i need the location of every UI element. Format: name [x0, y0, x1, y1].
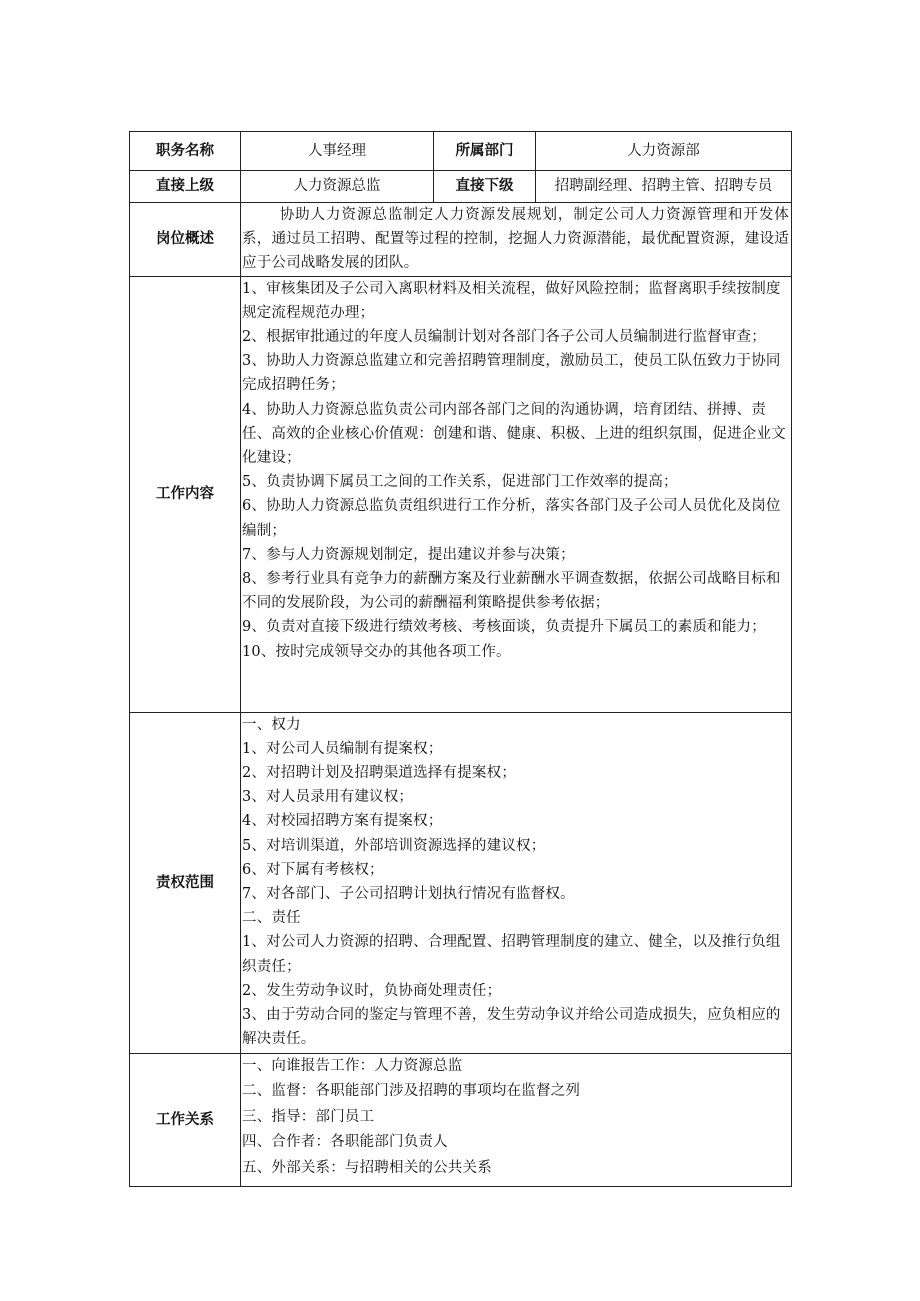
- overview-cell: [241, 203, 792, 277]
- authority-item: 1、对公司人员编制有提案权；: [242, 740, 443, 757]
- row-authority: [130, 712, 792, 1053]
- relation-item: 四、合作者：各职能部门负责人: [242, 1134, 448, 1151]
- authority-cell: [241, 712, 792, 1053]
- authority-label: 责权范围: [130, 712, 241, 1053]
- relation-item: 一、向谁报告工作：人力资源总监: [242, 1057, 463, 1074]
- row-duties: [130, 276, 792, 712]
- authority-item: 6、对下属有考核权；: [242, 861, 384, 878]
- relation-item: 二、监督：各职能部门涉及招聘的事项均在监督之列: [242, 1083, 581, 1100]
- row-superior-subordinate: [130, 171, 792, 203]
- dept-label: 所属部门: [434, 132, 536, 171]
- authority-item: 2、对招聘计划及招聘渠道选择有提案权；: [242, 765, 517, 782]
- relations-cell: [241, 1053, 792, 1186]
- job-description-table: [129, 131, 792, 1187]
- authority-item: 一、权力: [242, 716, 301, 733]
- duty-item: 7、参与人力资源规划制定，提出建议并参与决策；: [242, 546, 575, 563]
- relation-item: 三、指导：部门员工: [242, 1108, 375, 1125]
- authority-item: 3、对人员录用有建议权；: [242, 789, 414, 806]
- duty-item: 6、协助人力资源总监负责组织进行工作分析，落实各部门及子公司人员优化及岗位编制；: [242, 498, 781, 539]
- duty-item: 5、负责协调下属员工之间的工作关系，促进部门工作效率的提高；: [242, 474, 678, 491]
- duty-item: 8、参考行业具有竞争力的薪酬方案及行业薪酬水平调查数据，依据公司战略目标和不同的发展阶段，为公司的薪酬福利策略提供参考依据；: [242, 571, 781, 612]
- duty-item: 9、负责对直接下级进行绩效考核、考核面谈，负责提升下属员工的素质和能力；: [242, 619, 766, 636]
- duty-item: 10、按时完成领导交办的其他各项工作。: [242, 643, 511, 660]
- relations-label: 工作关系: [130, 1053, 241, 1186]
- row-overview: [130, 203, 792, 277]
- overview-label: 岗位概述: [130, 203, 241, 277]
- authority-item: 二、责任: [242, 910, 301, 927]
- overview-text: 协助人力资源总监制定人力资源发展规划，制定公司人力资源管理和开发体系，通过员工招聘、配置等过程的控制，挖掘人力资源潜能，最优配置资源，建设适应于公司战略发展的团队。: [242, 207, 789, 272]
- title-value: 人事经理: [241, 132, 434, 171]
- duty-item: 2、根据审批通过的年度人员编制计划对各部门各子公司人员编制进行监督审查；: [242, 329, 766, 346]
- subordinate-value: 招聘副经理、招聘主管、招聘专员: [536, 171, 792, 203]
- title-label: 职务名称: [130, 132, 241, 171]
- authority-item: 3、由于劳动合同的鉴定与管理不善，发生劳动争议并给公司造成损失，应负相应的解决责任。: [242, 1007, 781, 1048]
- authority-item: 2、发生劳动争议时，负协商处理责任；: [242, 982, 502, 999]
- superior-label: 直接上级: [130, 171, 241, 203]
- authority-item: 4、对校园招聘方案有提案权；: [242, 813, 443, 830]
- duties-label: 工作内容: [130, 276, 241, 712]
- duty-item: 4、协助人力资源总监负责公司内部各部门之间的沟通协调，培育团结、拼搏、责任、高效的企业核心价值观：创建和谐、健康、积极、上进的组织氛围，促进企业文化建设；: [242, 401, 786, 467]
- row-relations: [130, 1053, 792, 1186]
- authority-item: 1、对公司人力资源的招聘、合理配置、招聘管理制度的建立、健全，以及推行负组织责任；: [242, 934, 781, 975]
- subordinate-label: 直接下级: [434, 171, 536, 203]
- duty-item: 3、协助人力资源总监建立和完善招聘管理制度，激励员工，使员工队伍致力于协同完成招聘任务；: [242, 353, 781, 394]
- superior-value: 人力资源总监: [241, 171, 434, 203]
- duty-item: 1、审核集团及子公司入离职材料及相关流程，做好风险控制；监督离职手续按制度规定流程规范办理；: [242, 280, 781, 321]
- dept-value: 人力资源部: [536, 132, 792, 171]
- relation-item: 五、外部关系：与招聘相关的公共关系: [242, 1159, 492, 1176]
- row-title-dept: [130, 132, 792, 171]
- authority-item: 5、对培训渠道，外部培训资源选择的建议权；: [242, 837, 546, 854]
- duties-cell: [241, 276, 792, 712]
- authority-item: 7、对各部门、子公司招聘计划执行情况有监督权。: [242, 886, 575, 903]
